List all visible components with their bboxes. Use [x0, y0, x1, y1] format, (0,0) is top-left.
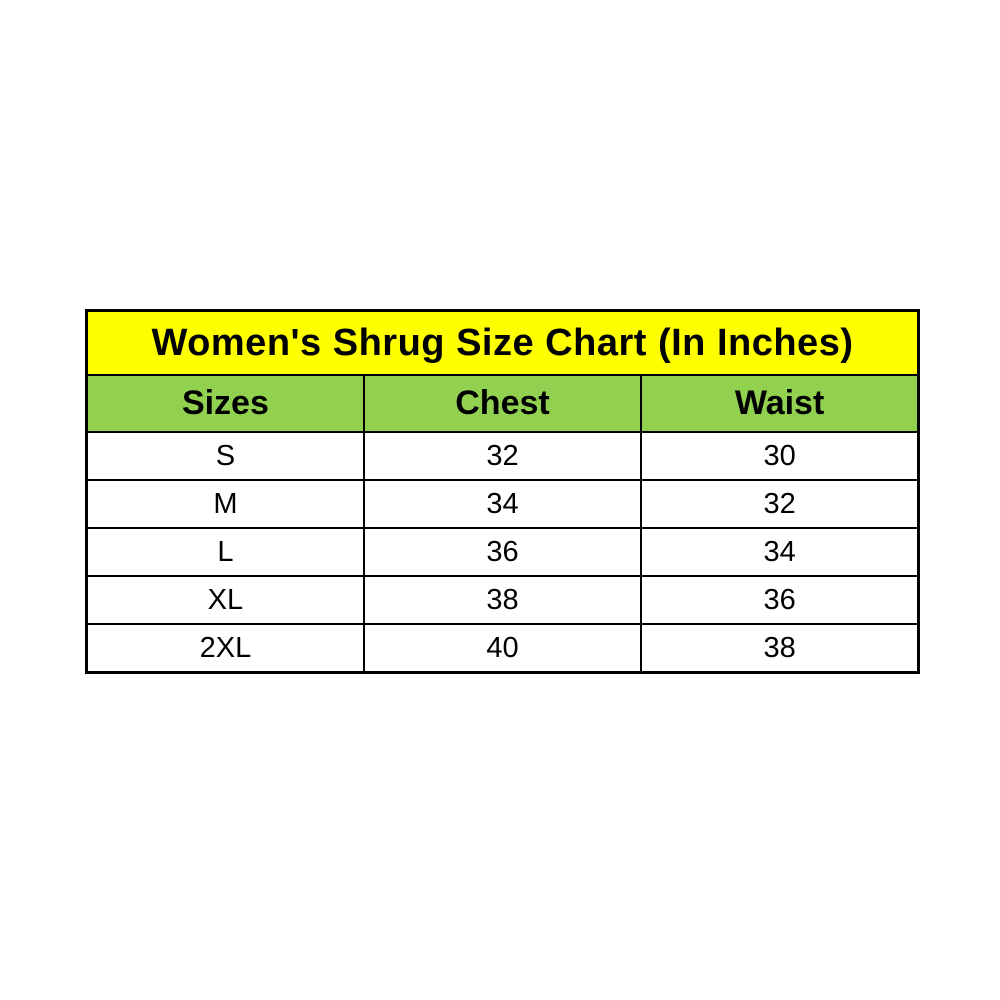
- waist-cell: 32: [641, 480, 918, 528]
- column-header-chest: Chest: [364, 375, 641, 432]
- column-header-waist: Waist: [641, 375, 918, 432]
- chest-cell: 40: [364, 624, 641, 673]
- size-cell: XL: [87, 576, 364, 624]
- waist-cell: 36: [641, 576, 918, 624]
- table-row: [87, 480, 919, 528]
- size-cell: M: [87, 480, 364, 528]
- table-row: [87, 432, 919, 480]
- table-title: Women's Shrug Size Chart (In Inches): [87, 311, 919, 376]
- table-row: [87, 576, 919, 624]
- table-row: [87, 624, 919, 673]
- header-row: [87, 375, 919, 432]
- chest-cell: 36: [364, 528, 641, 576]
- size-cell: 2XL: [87, 624, 364, 673]
- waist-cell: 30: [641, 432, 918, 480]
- waist-cell: 38: [641, 624, 918, 673]
- waist-cell: 34: [641, 528, 918, 576]
- table-row: [87, 528, 919, 576]
- column-header-sizes: Sizes: [87, 375, 364, 432]
- chest-cell: 34: [364, 480, 641, 528]
- chest-cell: 32: [364, 432, 641, 480]
- size-chart-container: [85, 309, 920, 674]
- size-chart-table: [85, 309, 920, 674]
- size-cell: S: [87, 432, 364, 480]
- chest-cell: 38: [364, 576, 641, 624]
- size-cell: L: [87, 528, 364, 576]
- title-row: [87, 311, 919, 376]
- table-body: [87, 432, 919, 673]
